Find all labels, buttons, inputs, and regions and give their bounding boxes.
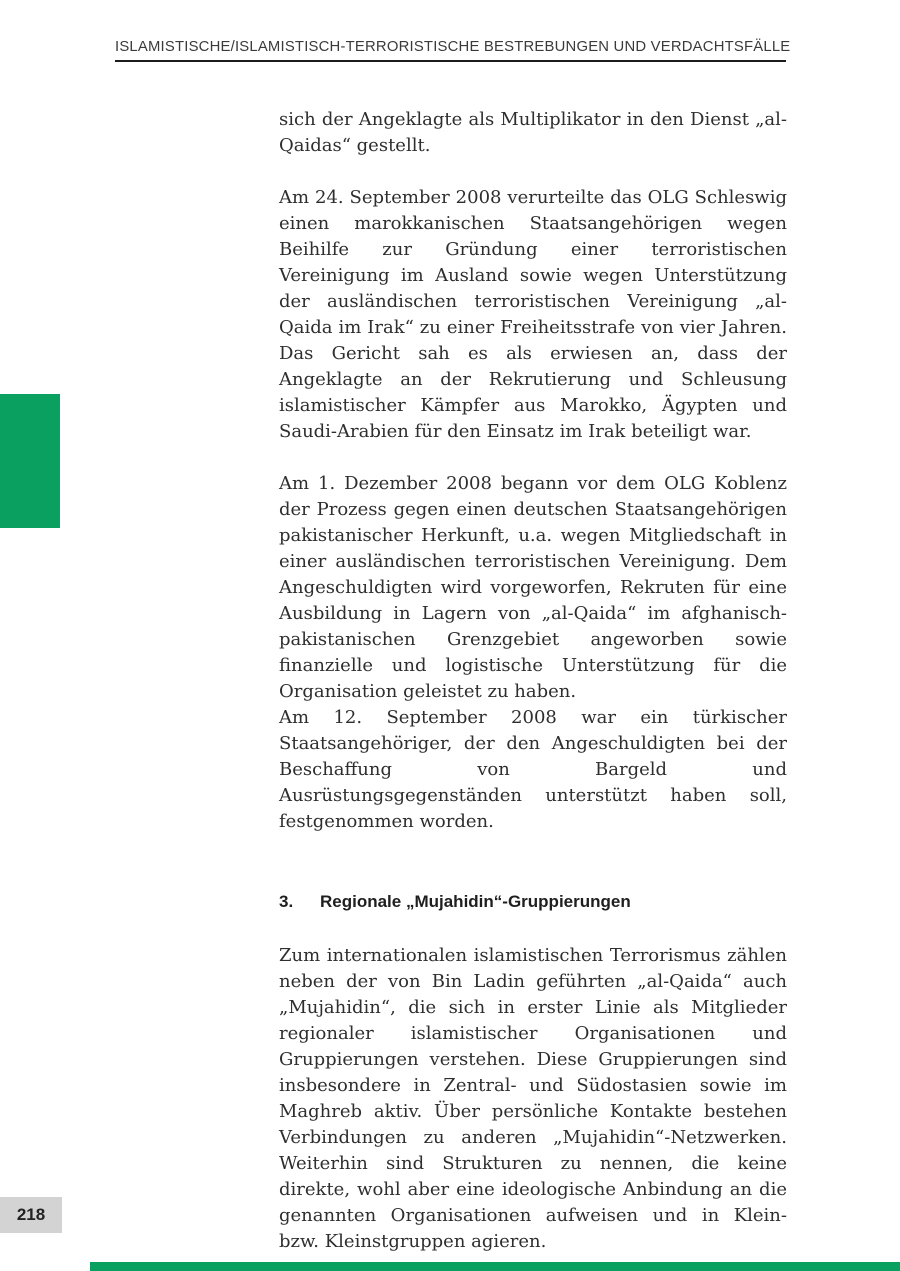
header-rule	[115, 60, 786, 62]
page-number: 218	[16, 1205, 46, 1224]
footer-bar	[90, 1262, 900, 1271]
paragraph-festnahme-september: Am 12. September 2008 war ein türkischer Staatsangehöriger, der den Angeschuldigten bei der Beschaffung von Bargeld und Ausrüstungsgegenständen unterstützt haben soll, festgenommen worden.	[279, 707, 787, 832]
section-title: Regionale „Mujahidin“-Gruppierungen	[320, 892, 631, 911]
section-heading	[279, 891, 787, 913]
page-number-box	[0, 1197, 62, 1233]
chapter-tab-marker	[0, 394, 60, 528]
paragraph-mujahidin-gruppierungen: Zum internationalen islamistischen Terrorismus zählen neben der von Bin Ladin geführten „al-Qaida“ auch „Mujahidin“, die sich in erster Linie als Mitglieder regionaler islamistischer Organisationen und Gruppierungen verstehen. Diese Gruppierungen sind insbesondere in Zentral- und Südostasien sowie im Maghreb aktiv. Über persönliche Kontakte bestehen Verbindungen zu anderen „Mujahidin“-Netzwerken. Weiterhin sind Strukturen zu nennen, die keine direkte, wohl aber eine ideologische Anbindung an die genannten Organisationen aufweisen und in Klein- bzw. Kleinstgruppen agieren.	[279, 945, 787, 1252]
paragraph-olg-koblenz-prozess: Am 1. Dezember 2008 begann vor dem OLG Koblenz der Prozess gegen einen deutschen Staatsangehörigen pakistanischer Herkunft, u.a. wegen Mitgliedschaft in einer ausländischen terroristischen Vereinigung. Dem Angeschuldigten wird vorgeworfen, Rekruten für eine Ausbildung in Lagern von „al-Qaida“ im afghanisch-pakistanischen Grenzgebiet angeworben sowie finanzielle und logistische Unterstützung für die Organisation geleistet zu haben.	[279, 473, 787, 702]
section-number: 3.	[279, 892, 294, 911]
running-header-title: ISLAMISTISCHE/ISLAMISTISCH-TERRORISTISCHE BESTREBUNGEN UND VERDACHTSFÄLLE	[115, 38, 791, 55]
paragraph-al-qaidas-multiplikator: sich der Angeklagte als Multiplikator in den Dienst „al-Qaidas“ gestellt.	[279, 109, 787, 156]
paragraph-olg-schleswig-urteil: Am 24. September 2008 verurteilte das OLG Schleswig einen marokkanischen Staatsangehörigen wegen Beihilfe zur Gründung einer terroristischen Vereinigung im Ausland sowie wegen Unterstützung der ausländischen terroristischen Vereinigung „al-Qaida im Irak“ zu einer Freiheitsstrafe von vier Jahren. Das Gericht sah es als erwiesen an, dass der Angeklagte an der Rekrutierung und Schleusung islamistischer Kämpfer aus Marokko, Ägypten und Saudi-Arabien für den Einsatz im Irak beteiligt war.	[279, 187, 787, 442]
content-column	[279, 107, 787, 1271]
